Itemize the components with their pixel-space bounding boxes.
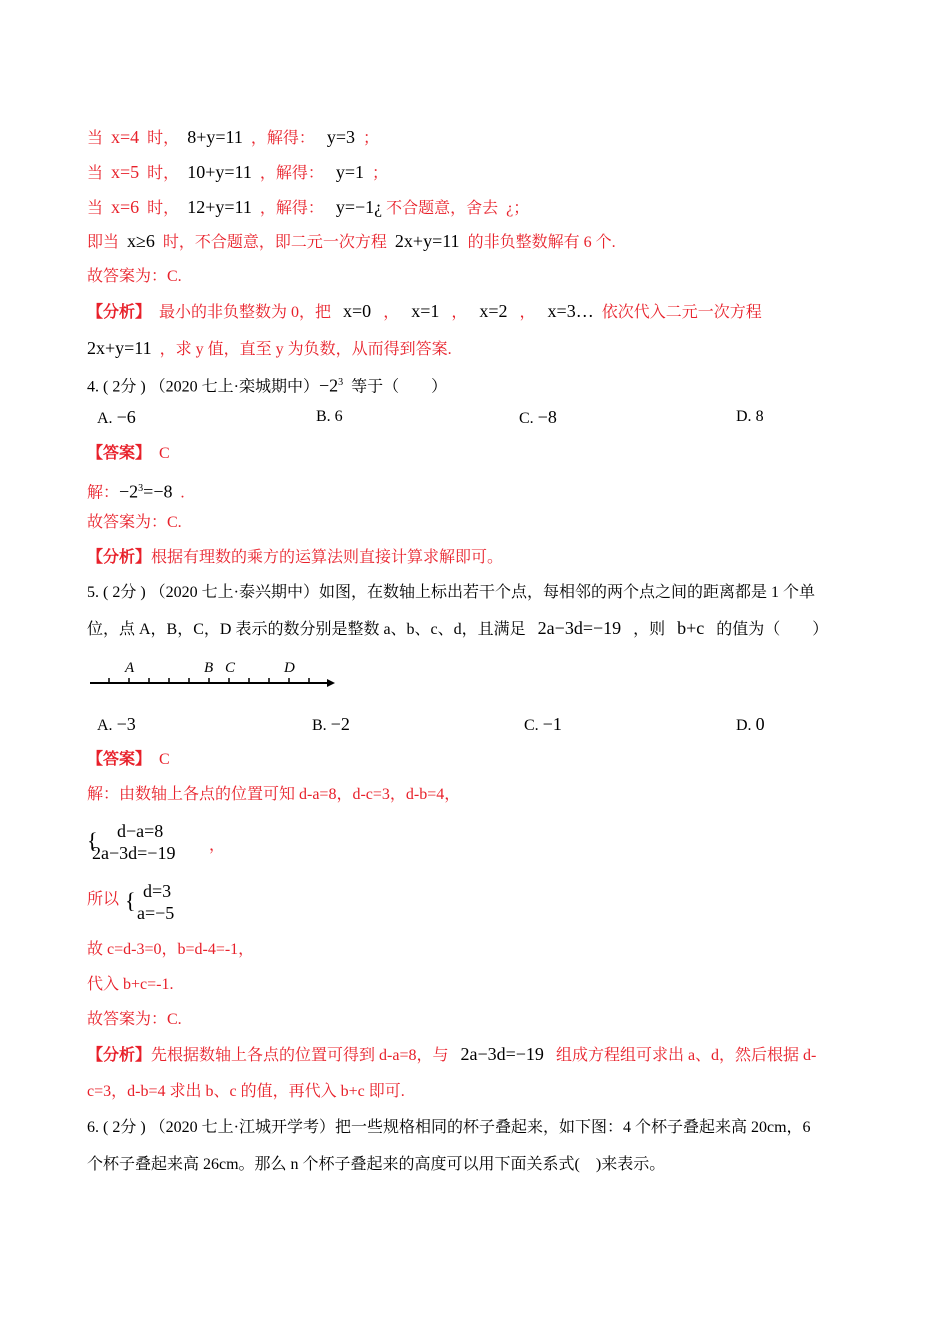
q5-option-a[interactable]: A. −3 (97, 714, 136, 734)
axis-label-a: A (125, 660, 135, 676)
math-y-neg1: y=−1¿ (335, 197, 383, 217)
math-y1: y=1 (335, 162, 364, 182)
q5-analysis-line1: 【分析】先根据数轴上各点的位置可得到 d-a=8，与 2a−3d=−19 组成方程组可求出 a、d，然后根据 d- (87, 1044, 817, 1064)
math-eq10: 10+y=11 (187, 162, 252, 182)
case-x4-line: 当 x=4 时， 8+y=11 ，解得： y=3 ； (87, 127, 380, 147)
math-eq12: 12+y=11 (187, 197, 252, 217)
case-x6-line: 当 x=6 时， 12+y=11 ，解得： y=−1¿ 不合题意，舍去 ¿； (87, 197, 530, 217)
q4-option-b[interactable]: B. 6 (316, 408, 343, 425)
q4-option-c[interactable]: C. −8 (519, 407, 557, 427)
q5-option-b[interactable]: B. −2 (312, 714, 350, 734)
math-2xy11: 2x+y=11 (394, 231, 460, 251)
q4-solution: 解：$-2^3=-8$ . (87, 481, 185, 502)
q5-option-c[interactable]: C. −1 (524, 714, 562, 734)
math-x5: x=5 (111, 162, 140, 182)
math-y3: y=3 (326, 127, 355, 147)
q5-solution-line3: 故 c=d-3=0，b=d-4=-1， (87, 941, 255, 958)
q4-option-a[interactable]: A. −6 (97, 407, 136, 427)
q5-answer-line: 故答案为：C. (87, 1011, 182, 1028)
q6-stem-line2: 个杯子叠起来高 26cm。那么 n 个杯子叠起来的高度可以用下面关系式( )来表示。 (87, 1156, 666, 1173)
axis-label-d: D (284, 660, 295, 676)
math-eq8: 8+y=11 (187, 127, 243, 147)
q5-analysis-line2: c=3，d-b=4 求出 b、c 的值，再代入 b+c 即可. (87, 1083, 405, 1100)
q6-stem-line1: 6. ( 2分 ) （2020 七上·江城开学考）把一些规格相同的杯子叠起来，如下图：4 个杯子叠起来高 20cm，6 (87, 1119, 811, 1136)
so-prefix: 所以 (87, 891, 120, 908)
q4-option-d[interactable]: D. 8 (736, 408, 764, 425)
number-line-figure (87, 650, 337, 692)
case-x5-line: 当 x=5 时， 10+y=11 ，解得： y=1 ； (87, 162, 389, 182)
q5-solution-line4: 代入 b+c=-1. (87, 976, 174, 993)
q5-solution-line1: 解：由数轴上各点的位置可知 d-a=8，d-c=3，d-b=4， (87, 786, 461, 803)
q4-stem: 4. ( 2分 ) （2020 七上·栾城期中）$-2^3$ 等于（ ） (87, 375, 448, 396)
axis-label-b: B (204, 660, 214, 676)
equation-system-2: { d=3 a=−5 (125, 881, 175, 923)
equation-system-1: { d−a=8 2a−3d=−19 ， (87, 821, 226, 863)
math-x4: x=4 (111, 127, 140, 147)
q5-answer: 【答案】 C (87, 751, 170, 768)
q5-stem-line2: 位，点 A，B，C，D 表示的数分别是整数 a、b、c、d，且满足 2a−3d=−19 ，则 b+c 的值为（ ） (87, 618, 829, 638)
axis-label-c: C (225, 660, 236, 676)
q5-stem-line1: 5. ( 2分 ) （2020 七上·泰兴期中）如图，在数轴上标出若干个点，每相邻的两个点之间的距离都是 1 个单 (87, 584, 815, 601)
q3-analysis-line1: 【分析】 最小的非负整数为 0，把 x=0 ， x=1 ， x=2 ， x=3… 依次代入二元一次方程 (87, 301, 762, 321)
conclusion-line: 即当 x≥6 时，不合题意，即二元一次方程 2x+y=11 的非负整数解有 6 个. (87, 231, 616, 251)
q5-option-d[interactable]: D. 0 (736, 714, 765, 734)
math-x-ge6: x≥6 (127, 231, 155, 251)
q4-answer-line: 故答案为：C. (87, 514, 182, 531)
math-x6: x=6 (111, 197, 140, 217)
q3-analysis-line2: 2x+y=11 ，求 y 值，直至 y 为负数，从而得到答案. (87, 338, 452, 358)
q4-answer: 【答案】 C (87, 445, 170, 462)
q3-answer-line: 故答案为：C. (87, 268, 182, 285)
q4-analysis: 【分析】根据有理数的乘方的运算法则直接计算求解即可。 (87, 549, 504, 566)
